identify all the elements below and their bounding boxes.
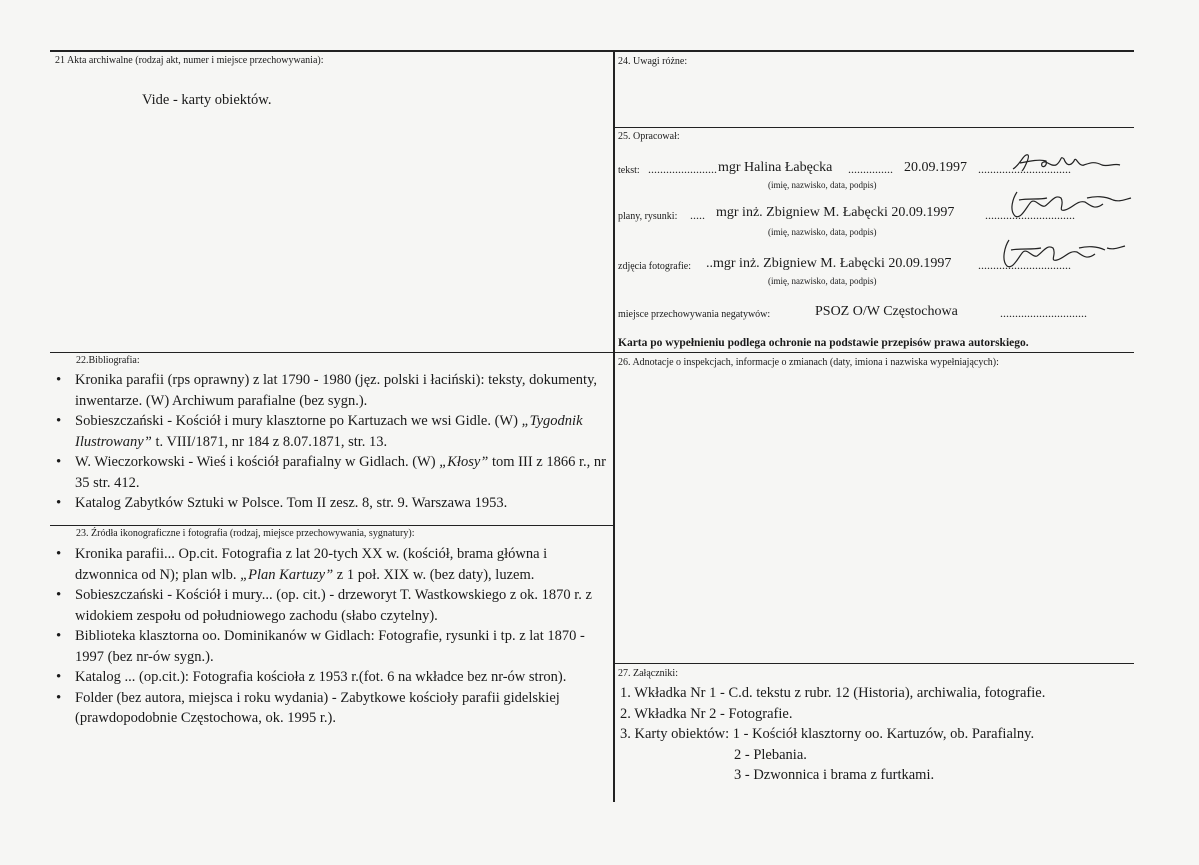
signature-halina (1010, 147, 1125, 175)
list-item-text: Folder (bez autora, miejsca i roku wydania) - Zabytkowe kościoły parafii gidelskiej (prawdopodobnie Częstochowa, ok. 1995 r.). (75, 689, 560, 726)
tekst-date: 20.09.1997 (904, 160, 967, 175)
list-item-text: Kronika parafii (rps oprawny) z lat 1790 - 1980 (jęz. polski i łaciński): teksty, dokumenty, inwentarze. (W) Archiwum parafialne (bez sygn.). (75, 372, 598, 409)
tekst-label: tekst: (618, 165, 640, 176)
zdjecia-dots: ............................... (978, 258, 1071, 272)
list-item (53, 493, 609, 514)
zdjecia-caption: (imię, nazwisko, data, podpis) (768, 276, 877, 286)
list-item-text: Katalog ... (op.cit.): Fotografia kościoła z 1953 r.(fot. 6 na wkładce bez nr-ów stron). (75, 669, 567, 685)
top-rule (50, 50, 1134, 52)
list-item (53, 411, 609, 452)
attachment-item: 3 - Dzwonnica i brama z furtkami. (734, 767, 935, 783)
italic-title: „Tygodnik Ilustrowany” (75, 413, 583, 450)
plany-label: plany, rysunki: (618, 211, 678, 222)
negatywy-label: miejsce przechowywania negatywów: (618, 309, 771, 320)
attachment-item: 2. Wkładka Nr 2 - Fotografie. (620, 705, 793, 722)
s25-header: 25. Opracował: (618, 131, 680, 142)
signature-zbigniew-1 (995, 188, 1135, 224)
s25-top-rule (613, 127, 1134, 128)
list-item-text: t. VIII/1871, nr 184 z 8.07.1871, str. 13. (151, 433, 388, 450)
list-item-text: Biblioteka klasztorna oo. Dominikanów w Gidlach: Fotografie, rysunki i tp. z lat 1870 - 1997 (bez nr-ów sygn.). (75, 628, 585, 665)
list-item (53, 452, 609, 493)
list-item-text: Sobieszczański - Kościół i mury... (op. cit.) - drzeworyt T. Wastkowskiego z ok. 1870 r. z widokiem zespołu od południowego zachodu (słabo czytelny). (75, 587, 592, 624)
s27-top-rule (613, 663, 1134, 664)
plany-caption: (imię, nazwisko, data, podpis) (768, 227, 877, 237)
s27-header: 27. Załączniki: (618, 668, 678, 679)
copyright-notice: Karta po wypełnieniu podlega ochronie na podstawie przepisów prawa autorskiego. (618, 337, 1029, 349)
list-item-text: Kronika parafii... Op.cit. Fotografia z lat 20-tych XX w. (kościół, brama główna i dzwonnica od N); plan wlb. (75, 546, 548, 583)
list-item (53, 667, 609, 688)
plany-dots-1: ..... (690, 208, 705, 222)
s22-top-rule (50, 352, 615, 353)
tekst-dots-3: ............................... (978, 162, 1071, 176)
s21-text: Vide - karty obiektów. (142, 92, 272, 108)
list-item (53, 544, 609, 585)
bibliography-list (53, 370, 609, 514)
tekst-caption: (imię, nazwisko, data, podpis) (768, 180, 877, 190)
attachment-item: 2 - Plebania. (734, 746, 807, 763)
s21-header: 21 Akta archiwalne (rodzaj akt, numer i miejsce przechowywania): (55, 55, 324, 66)
attachments-list (620, 683, 1045, 786)
zdjecia-value: ..mgr inż. Zbigniew M. Łabęcki 20.09.1997 (706, 256, 952, 271)
list-item (53, 626, 609, 667)
s23-header: 23. Źródła ikonograficzne i fotografia (rodzaj, miejsce przechowywania, sygnatury): (76, 528, 415, 539)
italic-title: „Plan Kartuzy” (240, 566, 334, 583)
attachment-item: 1. Wkładka Nr 1 - C.d. tekstu z rubr. 12 (Historia), archiwalia, fotografie. (620, 685, 1046, 701)
plany-dots-2: .............................. (985, 208, 1075, 222)
s23-top-rule (50, 525, 615, 526)
list-item-text: z 1 poł. XIX w. (bez daty), luzem. (333, 566, 535, 583)
s26-header: 26. Adnotacje o inspekcjach, informacje o zmianach (daty, imiona i nazwiska wypełniających): (618, 357, 999, 368)
signature-zbigniew-2 (985, 236, 1130, 274)
list-item-text: W. Wieczorkowski - Wieś i kościół parafialny w Gidlach. (W) (75, 454, 440, 470)
tekst-dots-1: ....................... (648, 162, 717, 176)
zdjecia-label: zdjęcia fotografie: (618, 261, 692, 272)
s26-top-rule (613, 352, 1134, 353)
iconography-list (53, 544, 609, 729)
center-divider (613, 50, 615, 802)
s24-header: 24. Uwagi różne: (618, 56, 688, 67)
list-item (53, 370, 609, 411)
list-item-text: Sobieszczański - Kościół i mury klasztorne po Kartuzach we wsi Gidle. (W) (75, 413, 522, 429)
attachment-item: 3. Karty obiektów: 1 - Kościół klasztorny oo. Kartuzów, ob. Parafialny. (620, 726, 1035, 742)
list-item-text: tom III z 1866 r., nr 35 str. 412. (75, 454, 606, 491)
italic-title: „Kłosy” (439, 454, 489, 470)
list-item-text: Katalog Zabytków Sztuki w Polsce. Tom II zesz. 8, str. 9. Warszawa 1953. (75, 495, 508, 511)
tekst-dots-2: ............... (848, 162, 893, 176)
negatywy-dots: ............................. (1000, 306, 1087, 320)
tekst-value: mgr Halina Łabęcka (718, 160, 833, 175)
s22-header: 22.Bibliografia: (76, 355, 140, 366)
plany-value: mgr inż. Zbigniew M. Łabęcki 20.09.1997 (716, 205, 955, 220)
list-item (53, 585, 609, 626)
negatywy-value: PSOZ O/W Częstochowa (815, 304, 958, 319)
list-item (53, 688, 609, 729)
